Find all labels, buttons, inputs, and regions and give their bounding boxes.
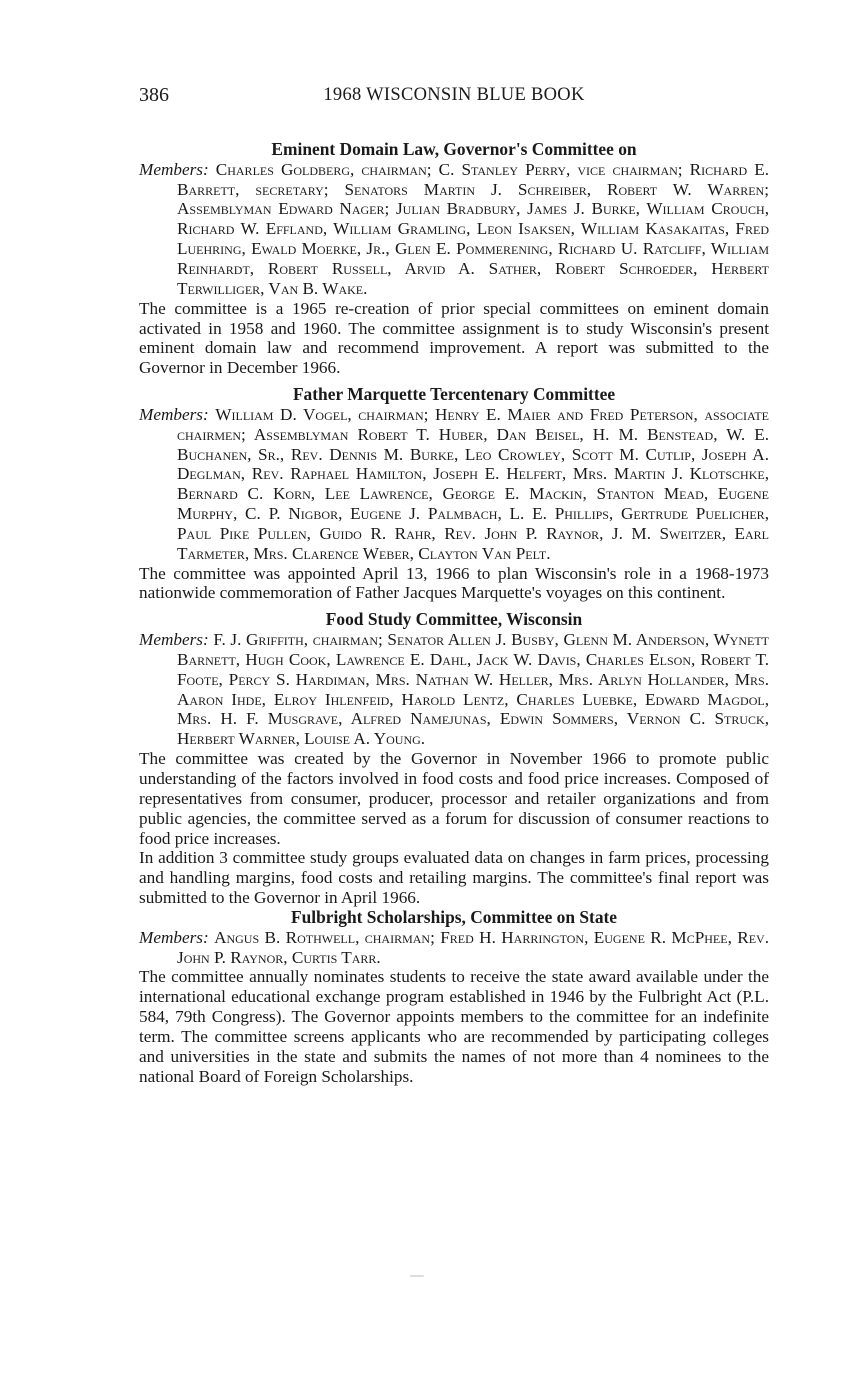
section-food-study: [139, 610, 769, 908]
section-heading: Food Study Committee, Wisconsin: [325, 609, 583, 630]
section-paragraph: The committee was created by the Governor in November 1966 to promote public understanding of the factors involved in food costs and food price increases. Composed of representatives from consumer, producer, processor and retailer organizations and from public agencies, the committee served as a forum for discussion of consumer reactions to food price increases.: [139, 749, 769, 848]
section-eminent-domain: [139, 140, 769, 378]
section-heading: Fulbright Scholarships, Committee on State: [290, 906, 618, 927]
section-paragraph: The committee was appointed April 13, 1966 to plan Wisconsin's role in a 1968-1973 nationwide commemoration of Father Jacques Marquette's voyages on this continent.: [139, 563, 769, 603]
members-names: F. J. Griffith, chairman; Senator Allen J. Busby, Glenn M. Anderson, Wynett Barnett, Hugh Cook, Lawrence E. Dahl, Jack W. Davis, Charles Elson, Robert T. Foote, Percy S. Hardiman, Mrs. Nathan W. Heller, Mrs. Arlyn Hollander, Mrs. Aaron Ihde, Elroy Ihlenfeid, Harold Lentz, Charles Luebke, Edward Magdol, Mrs. H. F. Musgrave, Alfred Namejunas, Edwin Sommers, Vernon C. Struck, Herbert Warner, Louise A. Young.: [177, 630, 769, 749]
section-heading: Father Marquette Tercentenary Committee: [292, 384, 616, 405]
members-label: Members:: [139, 630, 209, 650]
section-paragraph: The committee annually nominates students to receive the state award available under the international educational exchange program established in 1946 by the Fulbright Act (P.L. 584, 79th Congress). The Governor appoints members to the committee for an indefinite term. The committee screens applicants who are recommended by participating colleges and universities in the state and submits the names of not more than 4 nominees to the national Board of Foreign Scholarships.: [139, 967, 769, 1086]
running-head: [139, 86, 769, 110]
members-names: William D. Vogel, chairman; Henry E. Maier and Fred Peterson, associate chairmen; Assemblyman Robert T. Huber, Dan Beisel, H. M. Benstead, W. E. Buchanen, Sr., Rev. Dennis M. Burke, Leo Crowley, Scott M. Cutlip, Joseph A. Deglman, Rev. Raphael Hamilton, Joseph E. Helfert, Mrs. Martin J. Klotschke, Bernard C. Korn, Lee Lawrence, George E. Mackin, Stanton Mead, Eugene Murphy, C. P. Nigbor, Eugene J. Palmbach, L. E. Phillips, Gertrude Puelicher, Paul Pike Pullen, Guido R. Rahr, Rev. John P. Raynor, J. M. Sweitzer, Earl Tarmeter, Mrs. Clarence Weber, Clayton Van Pelt.: [177, 404, 769, 563]
members-list: [139, 630, 769, 749]
members-label: Members:: [139, 404, 209, 424]
members-label: Members:: [139, 159, 209, 179]
members-label: Members:: [139, 927, 209, 947]
members-names: Charles Goldberg, chairman; C. Stanley Perry, vice chairman; Richard E. Barrett, secretary; Senators Martin J. Schreiber, Robert W. Warren; Assemblyman Edward Nager; Julian Bradbury, James J. Burke, William Crouch, Richard W. Effland, William Gramling, Leon Isaksen, William Kasakaitas, Fred Luehring, Ewald Moerke, Jr., Glen E. Pommerening, Richard U. Ratcliff, William Reinhardt, Robert Russell, Arvid A. Sather, Robert Schroeder, Herbert Terwilliger, Van B. Wake.: [177, 159, 769, 298]
section-fulbright: [139, 908, 769, 1087]
section-heading: Eminent Domain Law, Governor's Committee on: [271, 139, 637, 159]
section-paragraph: The committee is a 1965 re-creation of prior special committees on eminent domain activated in 1958 and 1960. The committee assignment is to study Wisconsin's present eminent domain law and recommend improvement. A report was submitted to the Governor in December 1966.: [139, 298, 769, 378]
section-paragraph: In addition 3 committee study groups evaluated data on changes in farm prices, processing and handling margins, food costs and retailing margins. The committee's final report was submitted to the Governor in April 1966.: [139, 848, 769, 908]
section-father-marquette: [139, 385, 769, 603]
scan-mark: [410, 1275, 424, 1277]
page-body: [139, 140, 769, 1086]
members-names: Angus B. Rothwell, chairman; Fred H. Harrington, Eugene R. McPhee, Rev. John P. Raynor, Curtis Tarr.: [177, 927, 770, 967]
members-list: [139, 405, 769, 564]
members-list: [139, 160, 769, 299]
page-number: 386: [139, 84, 169, 106]
members-list: [139, 928, 769, 968]
running-title: 1968 WISCONSIN BLUE BOOK: [323, 85, 585, 105]
